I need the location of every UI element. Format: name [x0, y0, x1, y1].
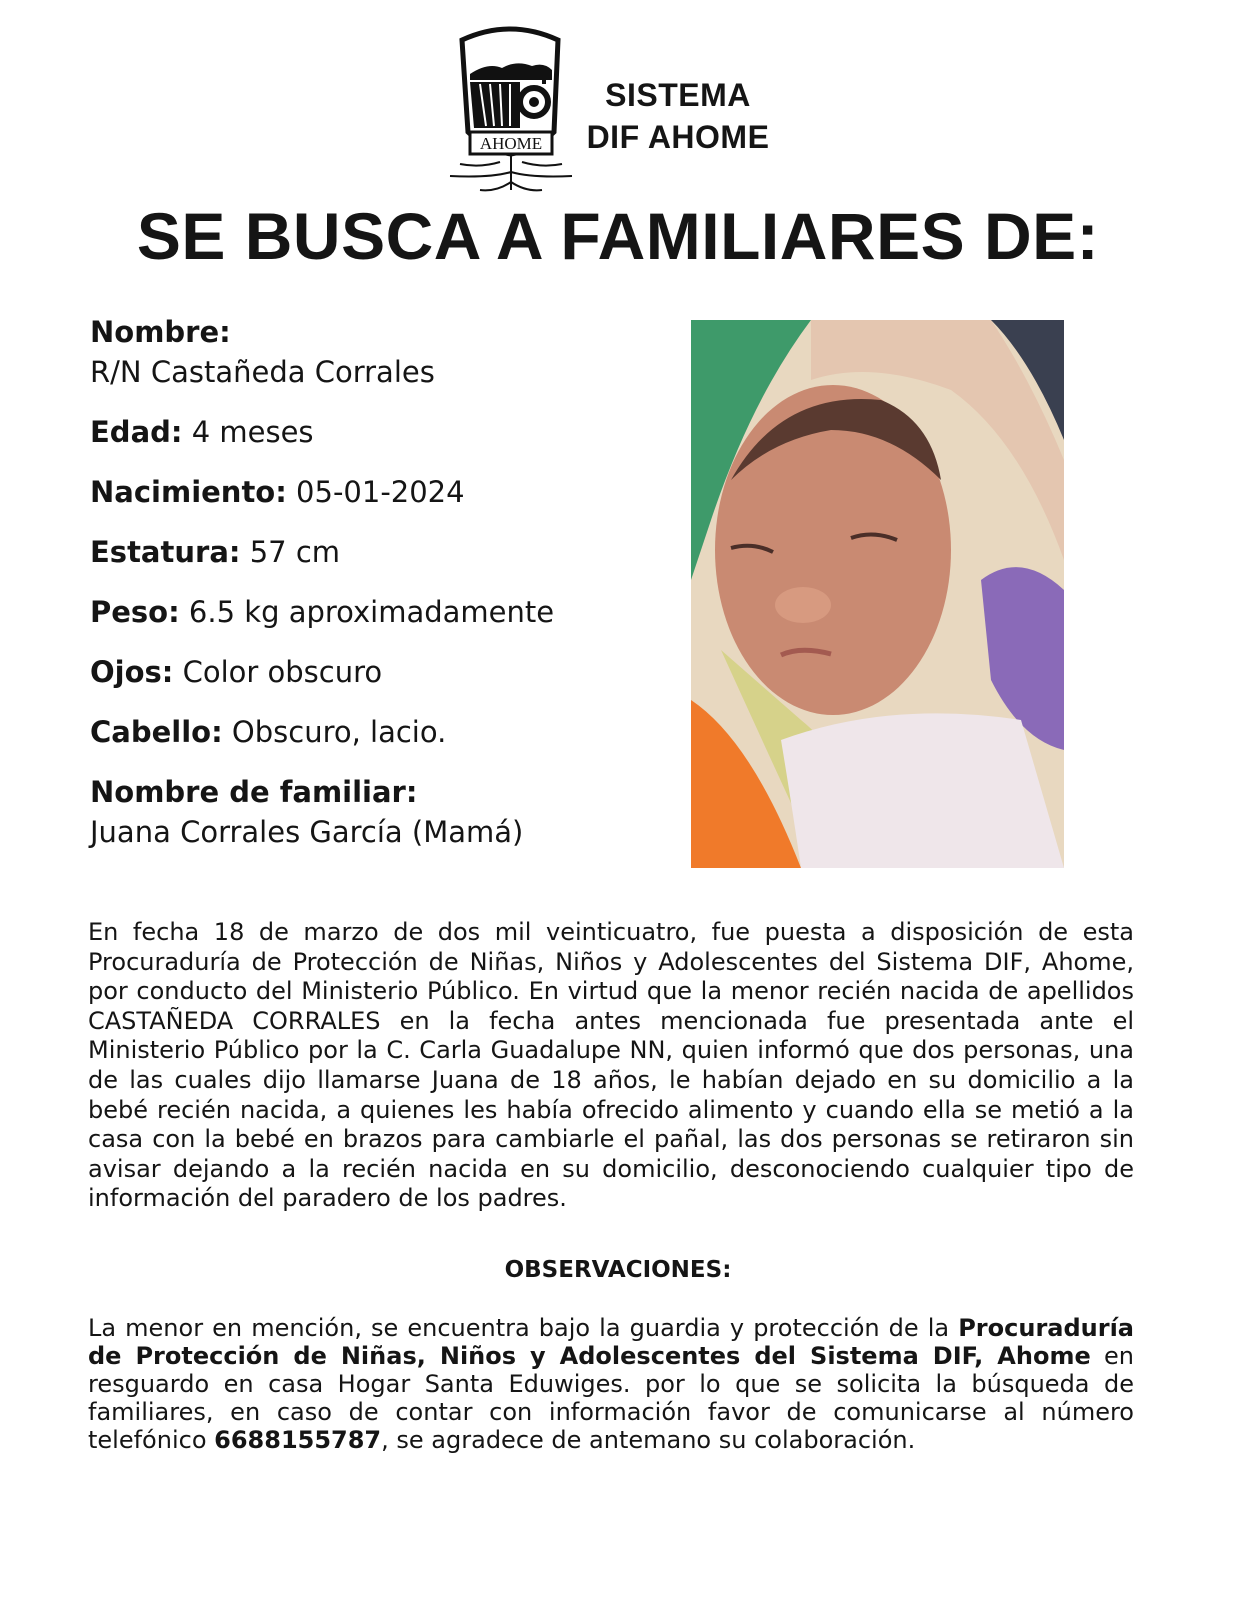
cabello-row — [90, 712, 670, 752]
edad-row — [90, 412, 670, 452]
edad-value: 4 meses — [182, 415, 314, 449]
estatura-row — [90, 532, 670, 572]
logo-ahome-text: AHOME — [479, 134, 543, 153]
ojos-label: Ojos: — [90, 655, 174, 689]
familiar-label: Nombre de familiar: — [90, 775, 418, 809]
peso-value: 6.5 kg aproximadamente — [179, 595, 555, 629]
obs-text-2: en resguardo en casa Hogar Santa Eduwiges. por lo que se solicita la búsqueda de familiares, en caso de contar con información favor de comunicarse al número telefónico — [88, 1342, 1135, 1454]
story-paragraph: En fecha 18 de marzo de dos mil veinticuatro, fue puesta a disposición de esta Procuraduría de Protección de Niñas, Niños y Adolescentes del Sistema DIF, Ahome, por conducto del Ministerio Público. En virtud que la menor recién nacida de apellidos CASTAÑEDA CORRALES en la fecha antes mencionada fue presentada ante el Ministerio Público por la C. Carla Guadalupe NN, quien informó que dos personas, una de las cuales dijo llamarse Juana de 18 años, le habían dejado en su domicilio a la bebé recién nacida, a quienes les había ofrecido alimento y cuando ella se metió a la casa con la bebé en brazos para cambiarle el pañal, las dos personas se retiraron sin avisar dejando a la recién nacida en su domicilio, desconociendo cualquier tipo de información del paradero de los padres. — [88, 918, 1134, 1213]
peso-label: Peso: — [90, 595, 180, 629]
estatura-label: Estatura: — [90, 535, 241, 569]
nombre-row — [90, 312, 670, 392]
header — [0, 22, 1236, 202]
estatura-value: 57 cm — [240, 535, 341, 569]
ojos-value: Color obscuro — [173, 655, 383, 689]
nacimiento-row — [90, 472, 670, 512]
phone-number: 6688155787 — [214, 1426, 382, 1454]
org-line-2: DIF AHOME — [586, 119, 770, 155]
nombre-value: R/N Castañeda Corrales — [90, 355, 435, 389]
familiar-row — [90, 772, 670, 852]
nacimiento-label: Nacimiento: — [90, 475, 287, 509]
nombre-label: Nombre: — [90, 315, 231, 349]
nacimiento-value: 05-01-2024 — [286, 475, 465, 509]
cabello-value: Obscuro, lacio. — [222, 715, 447, 749]
organization-name — [578, 74, 778, 158]
cabello-label: Cabello: — [90, 715, 223, 749]
org-line-1: SISTEMA — [605, 77, 751, 113]
observaciones-heading: OBSERVACIONES: — [504, 1257, 732, 1283]
page-title: SE BUSCA A FAMILIARES DE: — [136, 199, 1100, 273]
obs-text-1: La menor en mención, se encuentra bajo la guardia y protección de la — [88, 1314, 959, 1342]
person-details — [90, 312, 670, 872]
ojos-row — [90, 652, 670, 692]
baby-photo — [691, 320, 1064, 868]
obs-institution: Procuraduría de Protección de Niñas, Niños y Adolescentes del Sistema DIF, Ahome — [88, 1314, 1134, 1370]
obs-text-3: , se agradece de antemano su colaboración. — [381, 1426, 916, 1454]
ahome-crest-logo — [440, 22, 582, 200]
peso-row — [90, 592, 670, 632]
familiar-value: Juana Corrales García (Mamá) — [90, 815, 524, 849]
edad-label: Edad: — [90, 415, 183, 449]
observaciones-paragraph — [88, 1314, 1134, 1454]
